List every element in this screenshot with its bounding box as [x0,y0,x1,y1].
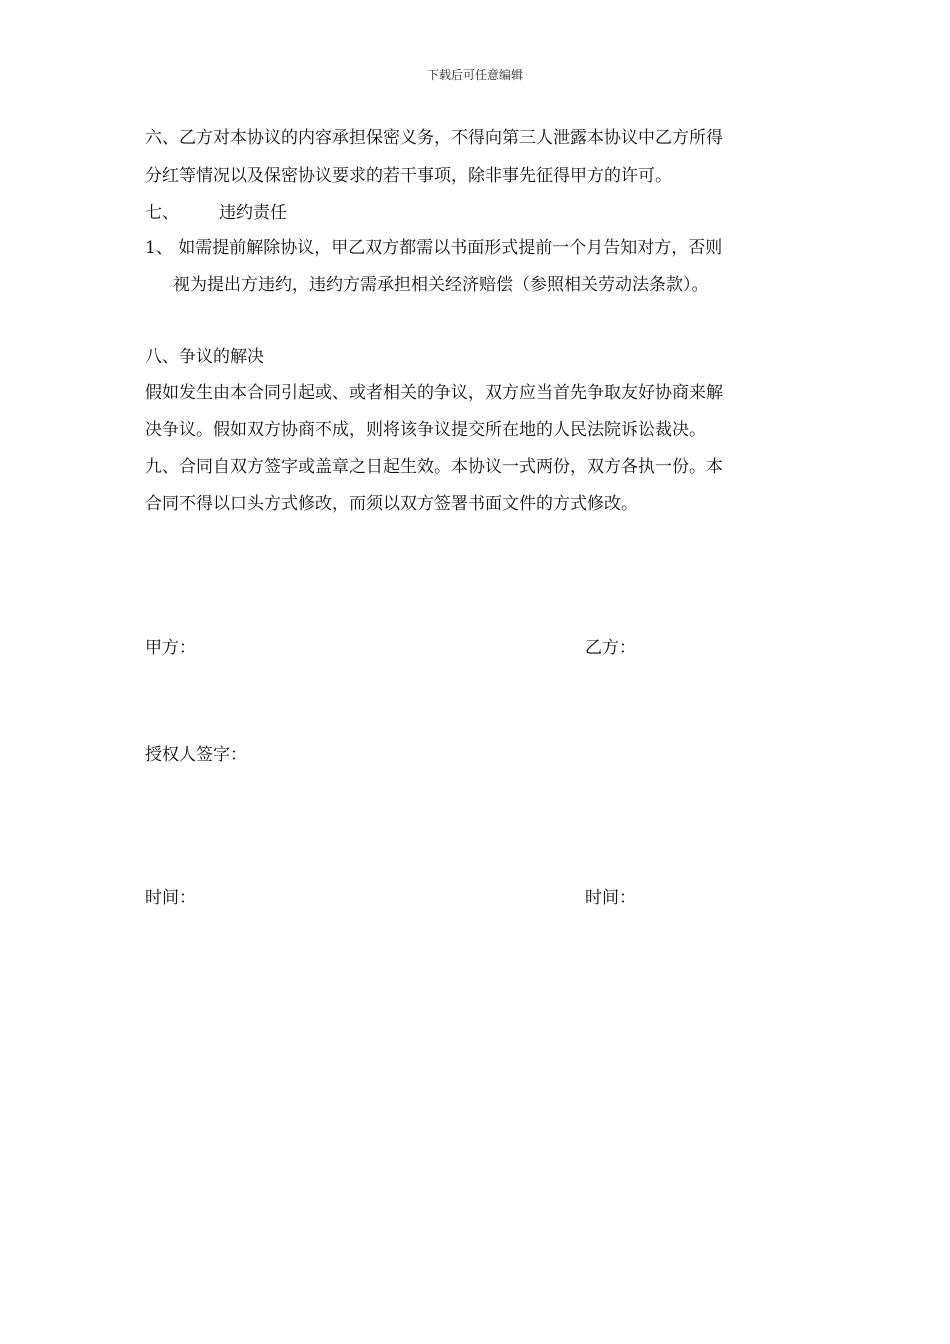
party-a-time-label: 时间： [145,888,196,908]
clause-six-line-2: 分红等情况以及保密协议要求的若干事项，除非事先征得甲方的许可。 [145,166,672,186]
clause-seven-number: 七、 [145,203,179,223]
party-a-label: 甲方： [145,638,196,658]
party-b-time-label: 时间： [585,888,636,908]
clause-nine-line-1: 九、合同自双方签字或盖章之日起生效。本协议一式两份，双方各执一份。本 [145,457,723,477]
party-b-label: 乙方： [585,638,636,658]
clause-seven-heading [145,203,287,223]
clause-eight-line-1: 假如发生由本合同引起或、或者相关的争议，双方应当首先争取友好协商来解 [145,383,723,403]
clause-eight-title: 八、争议的解决 [145,347,264,367]
clause-eight-line-2: 决争议。假如双方协商不成，则将该争议提交所在地的人民法院诉讼裁决。 [145,420,706,440]
clause-seven-title: 违约责任 [219,203,287,223]
clause-seven-item-1-line-1: 1、 如需提前解除协议，甲乙双方都需以书面形式提前一个月告知对方，否则 [145,238,723,258]
clause-nine-line-2: 合同不得以口头方式修改，而须以双方签署书面文件的方式修改。 [145,494,638,514]
clause-seven-item-1-line-2: 视为提出方违约，违约方需承担相关经济赔偿（参照相关劳动法条款）。 [173,275,709,295]
authorized-signature-label: 授权人签字： [145,745,247,765]
clause-six-line-1: 六、乙方对本协议的内容承担保密义务，不得向第三人泄露本协议中乙方所得 [145,128,723,148]
header-note: 下载后可任意编辑 [426,68,523,82]
